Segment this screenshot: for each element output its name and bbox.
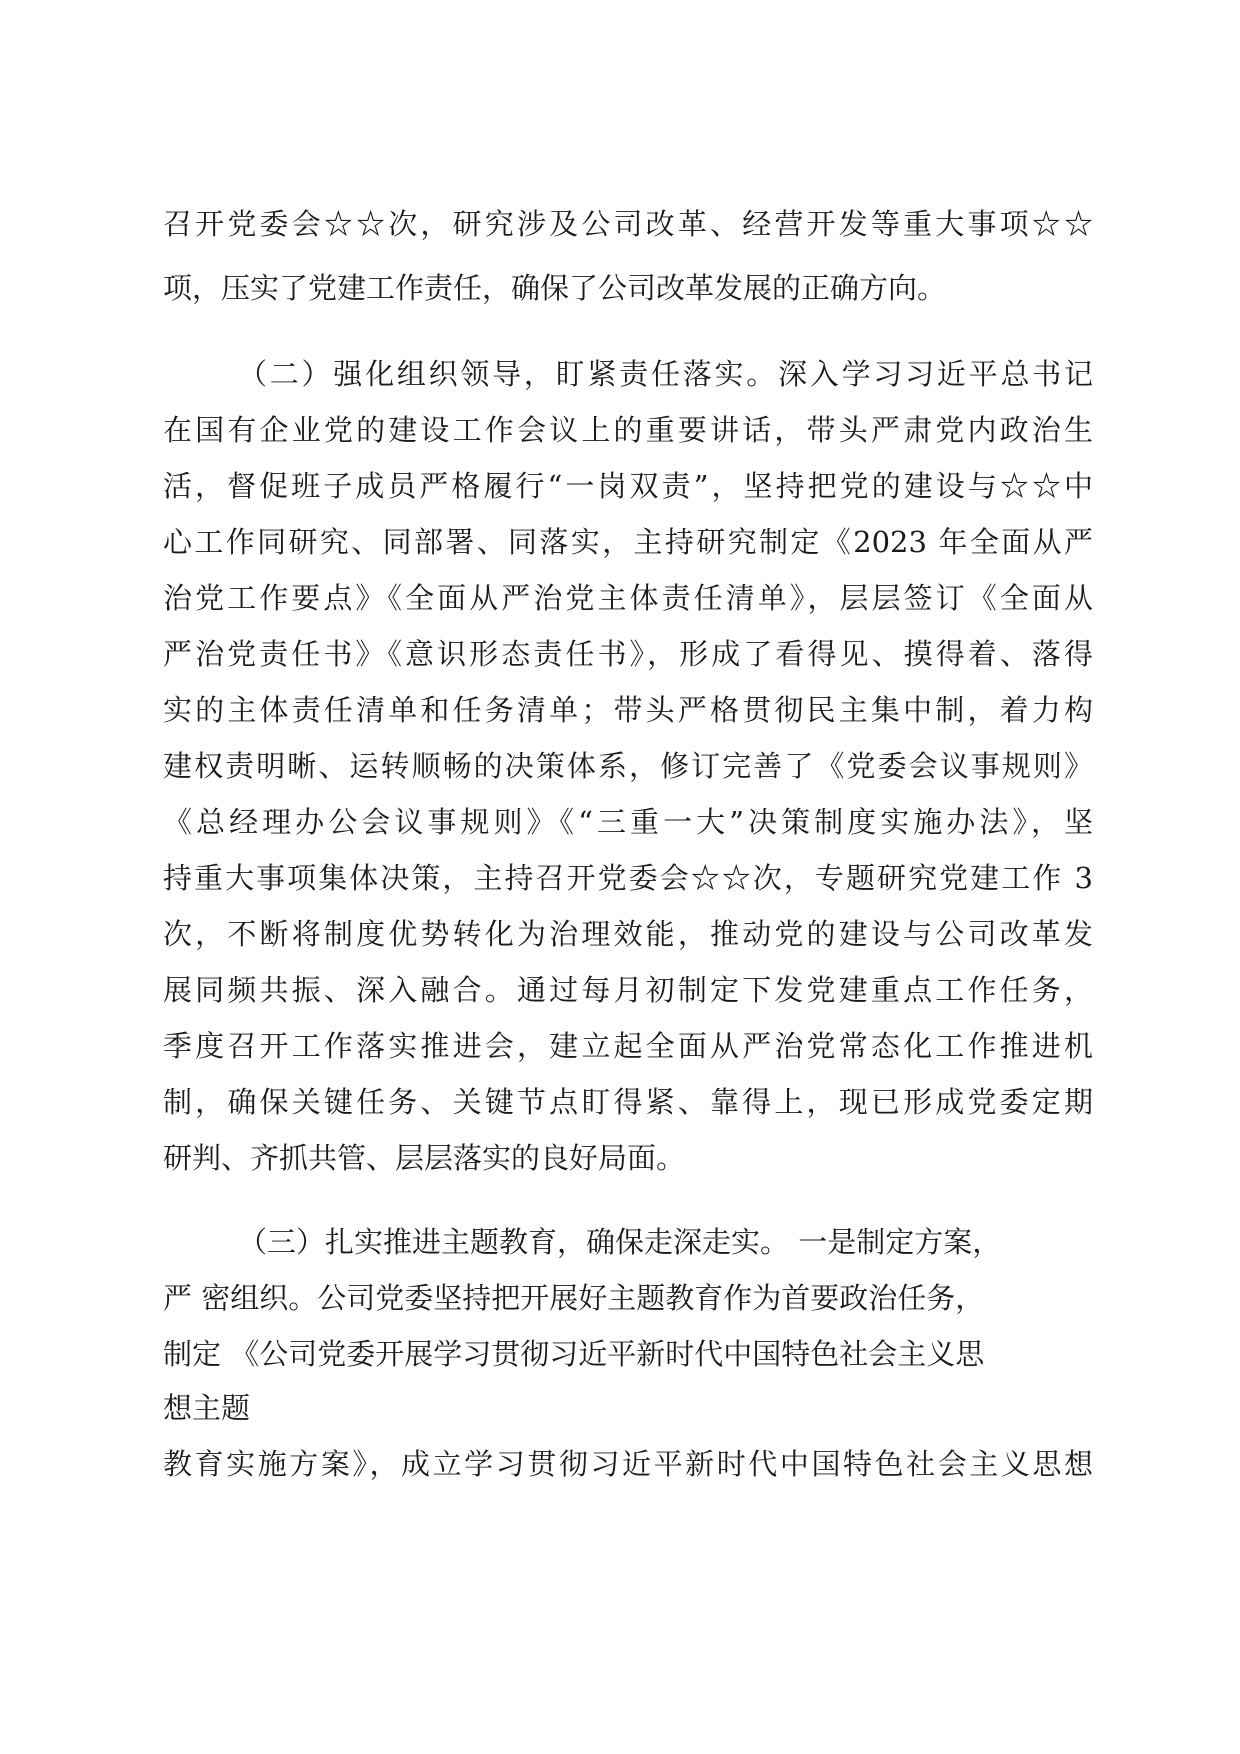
paragraph-heading: （二）强化组织领导，盯紧责任落实。深入学习习近平总书记 (238, 357, 1093, 391)
text-line: 活，督促班子成员严格履行“一岗双责”，坚持把党的建设与☆☆中 (163, 469, 1093, 503)
text-line: 想主题 (163, 1391, 251, 1425)
text-line: 治党工作要点》《全面从严治党主体责任清单》，层层签订《全面从 (163, 581, 1093, 615)
text-line: 制，确保关键任务、关键节点盯得紧、靠得上，现已形成党委定期 (163, 1085, 1093, 1119)
text-line: 严 密组织。公司党委坚持把开展好主题教育作为首要政治任务， (163, 1281, 985, 1315)
text-line: 制定 《公司党委开展学习贯彻习近平新时代中国特色社会主义思 (163, 1337, 985, 1371)
text-line: 实的主体责任清单和任务清单；带头严格贯彻民主集中制，着力构 (163, 693, 1093, 727)
text-line: 召开党委会☆☆次，研究涉及公司改革、经营开发等重大事项☆☆ (163, 207, 1093, 241)
text-line: 次，不断将制度优势转化为治理效能，推动党的建设与公司改革发 (163, 917, 1093, 951)
text-line: 教育实施方案》，成立学习贯彻习近平新时代中国特色社会主义思想 (163, 1447, 1093, 1481)
text-line: 建权责明晰、运转顺畅的决策体系，修订完善了《党委会议事规则》 (163, 749, 1093, 783)
text-line: 在国有企业党的建设工作会议上的重要讲话，带头严肃党内政治生 (163, 413, 1093, 447)
text-line: 《总经理办公会议事规则》《“三重一大”决策制度实施办法》，坚 (163, 805, 1093, 839)
text-line: 研判、齐抓共管、层层落实的良好局面。 (163, 1141, 686, 1175)
paragraph-heading: （三）扎实推进主题教育，确保走深走实。 一是制定方案， (238, 1225, 1002, 1259)
text-line: 展同频共振、深入融合。通过每月初制定下发党建重点工作任务， (163, 973, 1093, 1007)
text-line: 项，压实了党建工作责任，确保了公司改革发展的正确方向。 (163, 271, 947, 305)
text-line: 心工作同研究、同部署、同落实，主持研究制定《2023 年全面从严 (163, 525, 1093, 559)
text-line: 季度召开工作落实推进会，建立起全面从严治党常态化工作推进机 (163, 1029, 1093, 1063)
text-line: 严治党责任书》《意识形态责任书》，形成了看得见、摸得着、落得 (163, 637, 1093, 671)
text-line: 持重大事项集体决策，主持召开党委会☆☆次，专题研究党建工作 3 (163, 861, 1093, 895)
